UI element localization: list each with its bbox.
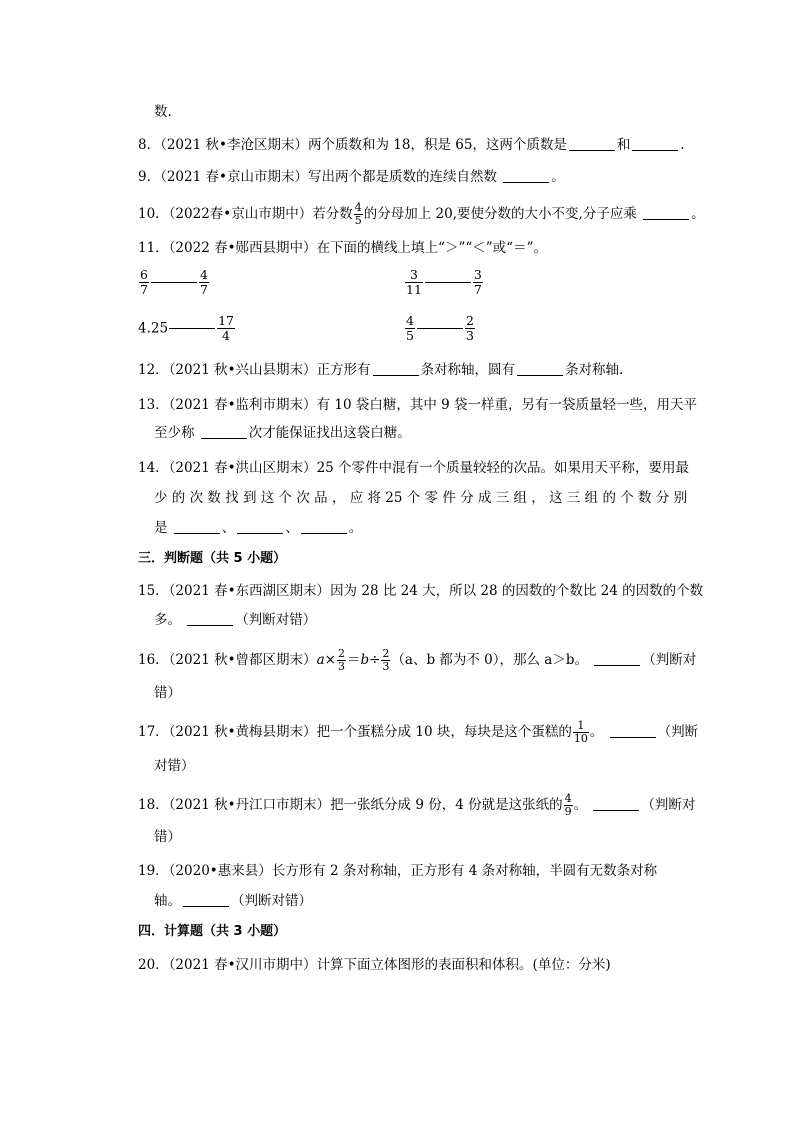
fraction: $\frac{3}{7}$ [473,267,482,297]
question-19-line-2: 轴。 （判断对错） [154,893,312,909]
question-14: 14．（2021 春•洪山区期末）25 个零件中混有一个质量较轻的次品。如果用天平称，要用最 [138,460,690,476]
q-number: 18． [138,797,169,813]
q-source: （2021 春•汉川市期中） [168,957,317,973]
q-source: （2021 秋•李沧区期末） [160,137,308,153]
question-15: 15．（2021 春•东西湖区期末）因为 28 比 24 大，所以 28 的因数的个数比 24 的因数的个数 [138,583,704,599]
fraction: $\frac{17}{4}$ [218,313,234,343]
q-number: 17． [138,724,169,740]
answer-blank[interactable] [201,424,247,439]
q-number: 13． [138,397,169,413]
fraction: $\frac{4}{5}$ [406,313,414,343]
q-number: 19． [138,863,169,879]
q-source: （2022春•京山市期中） [168,206,313,222]
question-17-line-2: 对错） [154,758,195,774]
answer-blank[interactable] [301,519,347,534]
question-17: 17．（2021 秋•黄梅县期末）把一个蛋糕分成 10 块，每块是这个蛋糕的 $\frac{1}{10}$ 。 （判断 [138,719,699,745]
answer-blank[interactable] [237,519,283,534]
q-source: （2021 春•京山市期末） [160,169,308,185]
answer-blank[interactable] [632,136,678,151]
fraction: $\frac{4}{5}$ [354,201,362,227]
q-number: 12． [138,362,169,378]
answer-blank[interactable] [174,519,220,534]
q7-tail: 数. [154,104,172,120]
q-number: 14． [138,460,169,476]
compare-pair-2 [404,268,484,297]
answer-blank[interactable] [169,328,215,329]
answer-blank[interactable] [594,651,640,666]
fraction: $\frac{4}{7}$ [199,267,208,297]
fraction: $\frac{2}{3}$ [337,647,345,673]
answer-blank[interactable] [151,282,197,283]
question-16-line-2: 错） [154,685,181,701]
q-number: 20． [138,957,169,973]
q-source: （2021 春•监利市期末） [168,397,317,413]
q-number: 8． [138,137,161,153]
question-15-line-2: 多。 （判断对错） [154,612,317,628]
answer-blank[interactable] [593,796,639,811]
question-10: 10．（2022春•京山市期中）若分数 $\frac{4}{5}$ 的分母加上 20,要使分数的大小不变,分子应乘 。 [138,201,705,227]
answer-blank[interactable] [417,328,463,329]
question-18-line-2: 错） [154,829,181,845]
q-source: （2020•惠来县） [168,863,272,879]
question-18: 18．（2021 秋•丹江口市期末）把一张纸分成 9 份，4 份就是这张纸的 $\frac{4}{9}$ 。 （判断对 [138,792,696,818]
answer-blank[interactable] [610,723,656,738]
question-12: 12．（2021 秋•兴山县期末）正方形有 条对称轴，圆有 条对称轴. [138,362,624,378]
q-source: （2021 春•洪山区期末） [168,460,317,476]
question-14-line-3: 是 、 、 。 [154,520,363,536]
q-source: （2021 秋•丹江口市期末） [168,797,331,813]
section-heading-4: 四．计算题（共 3 小题） [138,924,287,939]
question-13: 13．（2021 春•监利市期末）有 10 袋白糖，其中 9 袋一样重，另有一袋质量轻一些，用天平 [138,397,697,413]
compare-pair-1 [138,268,210,297]
question-8: 8．（2021 秋•李沧区期末）两个质数和为 18，积是 65，这两个质数是 和 ． [138,137,694,153]
answer-blank[interactable] [569,136,615,151]
fraction: $\frac{6}{7}$ [140,267,148,297]
q-source: （2021 春•东西湖区期末） [168,583,331,599]
fraction: $\frac{2}{3}$ [465,313,474,343]
answer-blank[interactable] [187,611,233,626]
q-number: 11． [138,240,169,256]
answer-blank[interactable] [425,282,471,283]
q-number: 9． [138,169,161,185]
answer-blank[interactable] [183,892,229,907]
answer-blank[interactable] [503,168,549,183]
answer-blank[interactable] [373,361,419,376]
fraction: $\frac{3}{11}$ [406,267,422,297]
question-19: 19．（2020•惠来县）长方形有 2 条对称轴，正方形有 4 条对称轴，半圆有无数条对称 [138,863,658,879]
compare-pair-4 [404,314,476,343]
fraction: $\frac{2}{3}$ [382,647,390,673]
q-number: 15． [138,583,169,599]
q-number: 10． [138,206,169,222]
q-number: 16． [138,652,169,668]
q-source: （2022 春•郧西县期中） [168,240,317,256]
question-20: 20．（2021 春•汉川市期中）计算下面立体图形的表面积和体积。(单位：分米) [138,957,611,973]
compare-pair-3: 4.25 $\frac{17}{4}$ [138,313,234,343]
q-source: （2021 秋•兴山县期末） [168,362,317,378]
question-16: 16．（2021 秋•曾都区期末）a× $\frac{2}{3}$ ＝b÷ $\frac{2}{3}$ （a、b 都为不 0），那么 a＞b。 （判断对 [138,647,697,673]
question-13-line-2: 至少称 次才能保证找出这袋白糖。 [154,425,411,441]
q-source: （2021 秋•黄梅县期末） [168,724,317,740]
fraction: $\frac{4}{9}$ [564,792,572,818]
fraction: $\frac{1}{10}$ [573,719,588,745]
q-source: （2021 秋•曾都区期末） [168,652,317,668]
question-11: 11．（2022 春•郧西县期中）在下面的横线上填上“＞”“＜”或“＝”。 [138,240,547,256]
question-9: 9．（2021 春•京山市期末）写出两个都是质数的连续自然数 。 [138,169,565,185]
question-14-line-2: 少 的 次 数 找 到 这 个 次 品 ， 应 将 25 个 零 件 分 成 三 组 ， 这 三 组 的 个 数 分 别 [154,490,688,506]
answer-blank[interactable] [643,205,689,220]
section-heading-3: 三．判断题（共 5 小题） [138,551,287,566]
answer-blank[interactable] [517,361,563,376]
